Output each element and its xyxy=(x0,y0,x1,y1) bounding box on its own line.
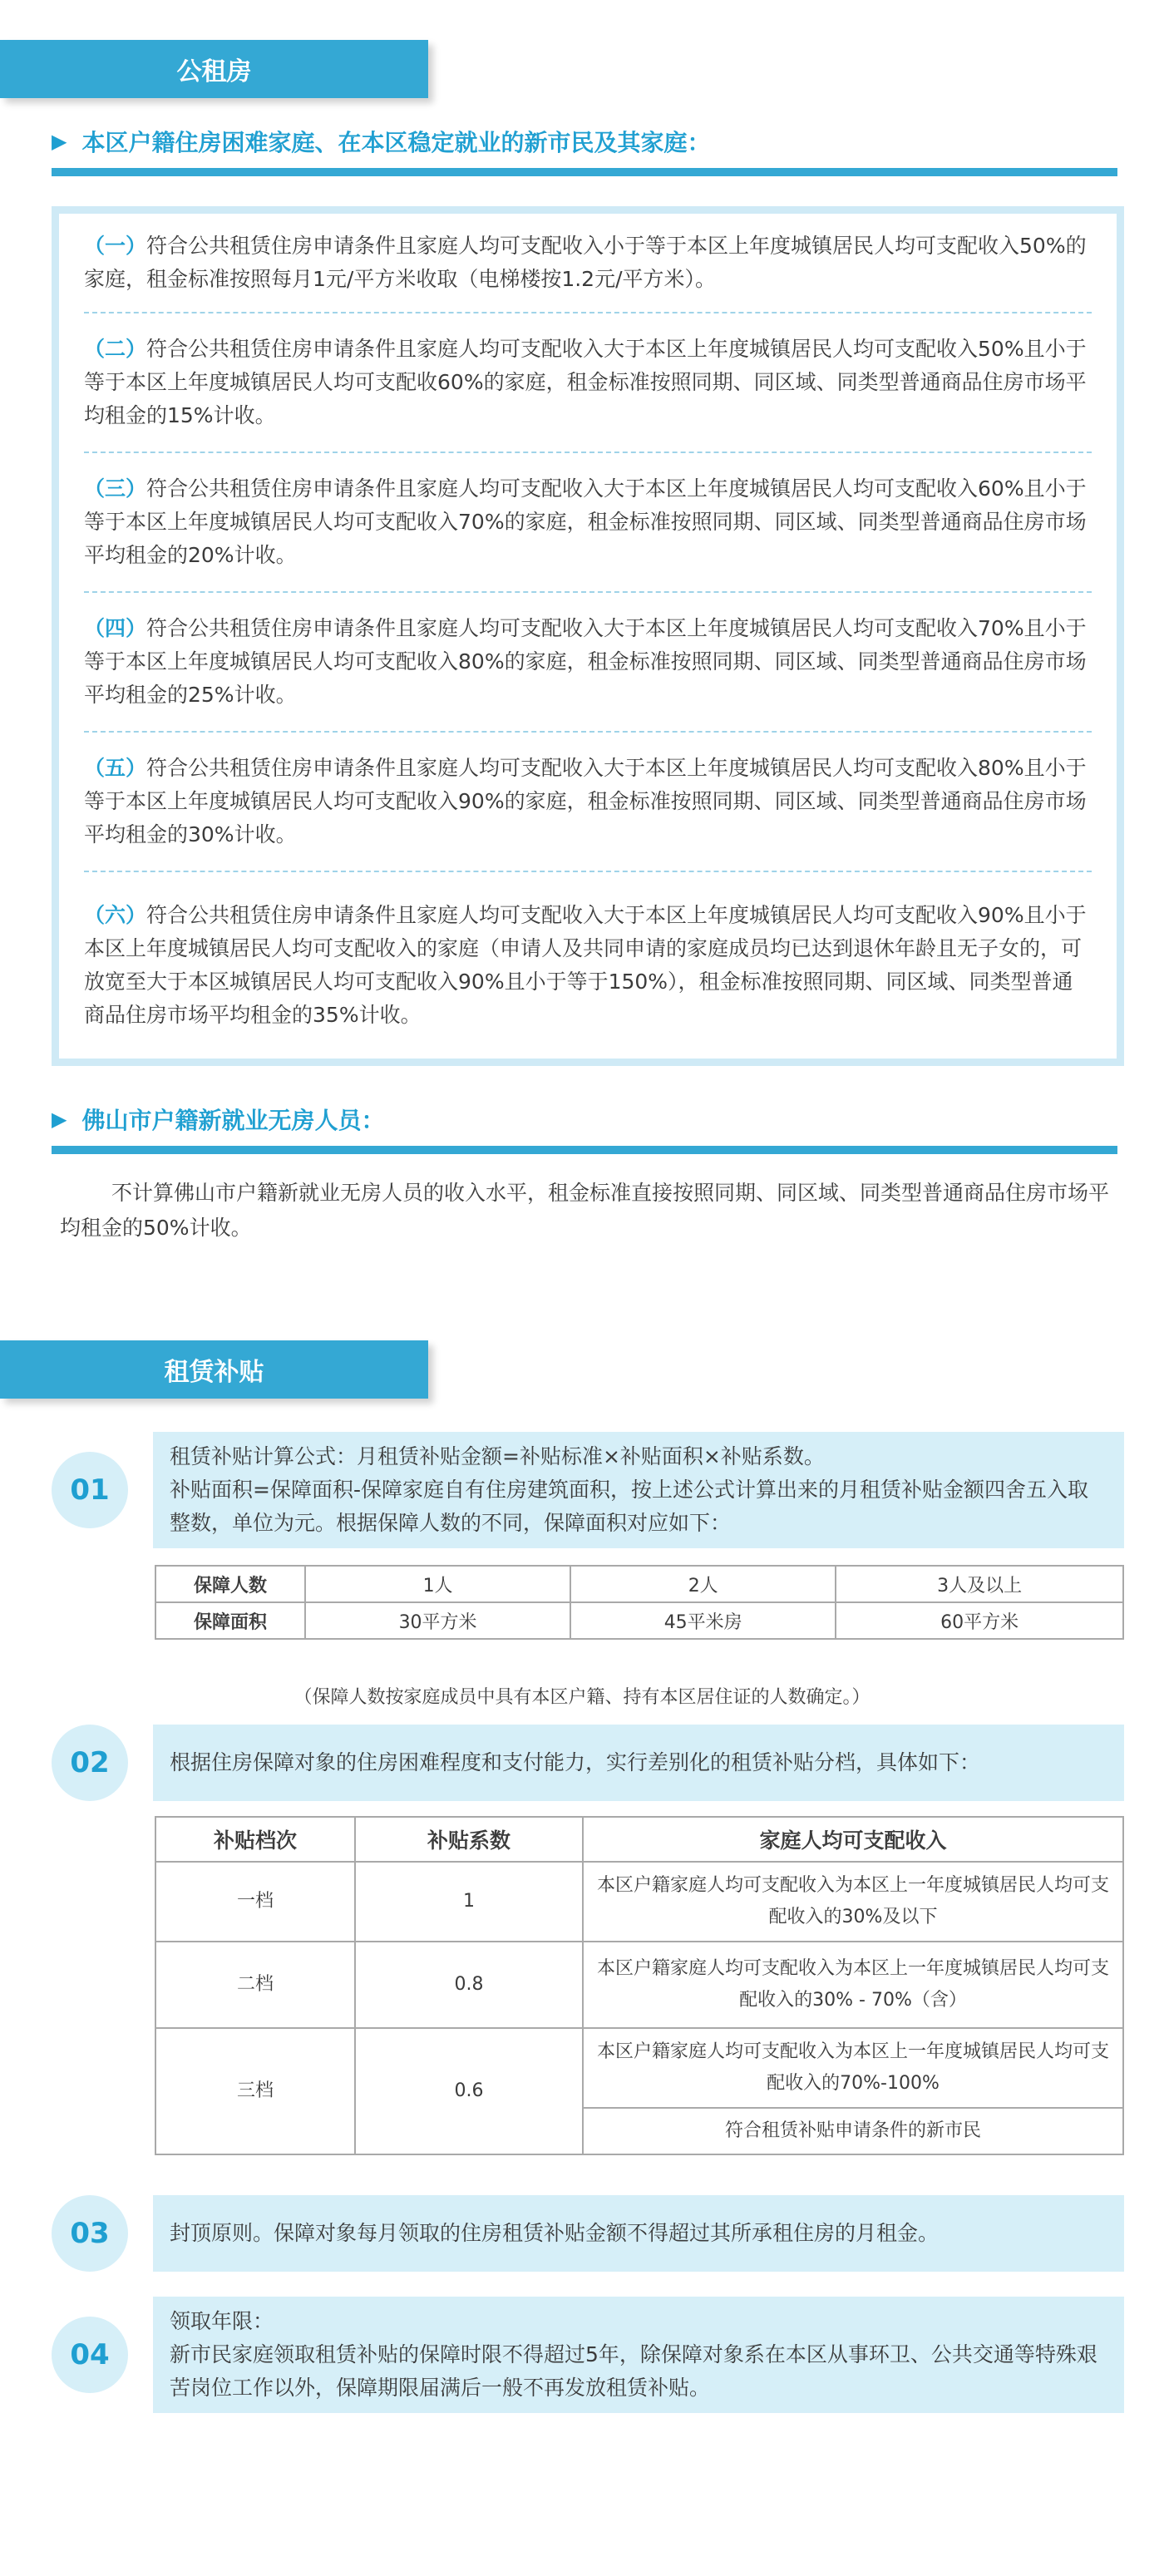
triangle-bullet-icon: ▶ xyxy=(52,130,67,153)
cap-principle-text: 封顶原则。保障对象每月领取的住房租赁补贴金额不得超过其所承租住房的月租金。 xyxy=(170,2221,940,2245)
item-text: 符合公共租赁住房申请条件且家庭人均可支配收入大于本区上年度城镇居民人均可支配收入60%且小于等于本区上年度城镇居民人均可支配收入70%的家庭，租金标准按照同期、同区域、同类型普通商品住房市场平均租金的20%计收。 xyxy=(84,476,1087,567)
list-item xyxy=(84,593,1092,733)
item-text: 符合公共租赁住房申请条件且家庭人均可支配收入大于本区上年度城镇居民人均可支配收入80%且小于等于本区上年度城镇居民人均可支配收入90%的家庭，租金标准按照同期、同区域、同类型普通商品住房市场平均租金的30%计收。 xyxy=(84,756,1087,846)
duration-title: 领取年限： xyxy=(170,2309,274,2333)
table-row xyxy=(155,1862,1123,1942)
item-number: （二） xyxy=(84,337,147,361)
table-cell: 本区户籍家庭人均可支配收入为本区上一年度城镇居民人均可支配收入的30%及以下 xyxy=(583,1862,1123,1942)
cap-principle-panel xyxy=(153,2195,1124,2272)
subheading-foshan-new-employed xyxy=(52,1096,1117,1154)
subheading-local-households xyxy=(52,118,1117,176)
item-number: （一） xyxy=(84,234,147,258)
item-text: 符合公共租赁住房申请条件且家庭人均可支配收入小于等于本区上年度城镇居民人均可支配收入50%的家庭，租金标准按照每月1元/平方米收取（电梯楼按1.2元/平方米）。 xyxy=(84,234,1087,291)
table-row xyxy=(155,1942,1123,2028)
step-number-badge: 03 xyxy=(52,2195,128,2272)
item-number: （五） xyxy=(84,756,147,780)
table-cell: 一档 xyxy=(155,1862,355,1942)
item-number: （四） xyxy=(84,616,147,640)
area-table-note: （保障人数按家庭成员中具有本区户籍、持有本区居住证的人数确定。） xyxy=(293,1687,871,1708)
tier-intro-text: 根据住房保障对象的住房困难程度和支付能力，实行差别化的租赁补贴分档，具体如下： xyxy=(170,1750,981,1774)
tier-intro-panel xyxy=(153,1725,1124,1801)
table-cell: 3人及以上 xyxy=(836,1566,1123,1602)
table-row xyxy=(155,1566,1123,1602)
step-number-badge: 02 xyxy=(52,1725,128,1801)
table-cell: 本区户籍家庭人均可支配收入为本区上一年度城镇居民人均可支配收入的30% - 70%（含） xyxy=(583,1942,1123,2028)
area-text: 补贴面积=保障面积-保障家庭自有住房建筑面积，按上述公式计算出来的月租赁补贴金额四舍五入取整数，单位为元。根据保障人数的不同，保障面积对应如下： xyxy=(170,1478,1088,1535)
subheading-text: 佛山市户籍新就业无房人员： xyxy=(81,1107,385,1134)
table-cell: 1人 xyxy=(305,1566,570,1602)
formula-panel xyxy=(153,1432,1124,1548)
duration-panel xyxy=(153,2297,1124,2413)
step-number-badge: 01 xyxy=(52,1452,128,1528)
step-number-badge: 04 xyxy=(52,2317,128,2393)
table-cell: 三档 xyxy=(155,2028,355,2154)
table-cell: 二档 xyxy=(155,1942,355,2028)
formula-text: 租赁补贴计算公式：月租赁补贴金额=补贴标准×补贴面积×补贴系数。 xyxy=(170,1444,825,1468)
subheading-text: 本区户籍住房困难家庭、在本区稳定就业的新市民及其家庭： xyxy=(81,129,711,156)
table-header-cell: 保障人数 xyxy=(155,1566,305,1602)
table-cell: 30平方米 xyxy=(305,1602,570,1639)
table-cell: 60平方米 xyxy=(836,1602,1123,1639)
table-cell: 1 xyxy=(355,1862,583,1942)
table-header-cell: 保障面积 xyxy=(155,1602,305,1639)
list-item xyxy=(84,733,1092,872)
item-text: 符合公共租赁住房申请条件且家庭人均可支配收入大于本区上年度城镇居民人均可支配收入50%且小于等于本区上年度城镇居民人均可支配收60%的家庭，租金标准按照同期、同区域、同类型普通商品住房市场平均租金的15%计收。 xyxy=(84,337,1087,427)
item-text: 符合公共租赁住房申请条件且家庭人均可支配收入大于本区上年度城镇居民人均可支配收入90%且小于本区上年度城镇居民人均可支配收入的家庭（申请人及共同申请的家庭成员均已达到退休年龄且无子女的，可放宽至大于本区城镇居民人均可支配收入90%且小于等于150%），租金标准按照同期、同区域、同类型普通商品住房市场平均租金的35%计收。 xyxy=(84,903,1087,1027)
table-cell: 0.6 xyxy=(355,2028,583,2154)
item-text: 符合公共租赁住房申请条件且家庭人均可支配收入大于本区上年度城镇居民人均可支配收入70%且小于等于本区上年度城镇居民人均可支配收入80%的家庭，租金标准按照同期、同区域、同类型普通商品住房市场平均租金的25%计收。 xyxy=(84,616,1087,707)
table-row xyxy=(155,2028,1123,2108)
table-cell: 2人 xyxy=(570,1566,836,1602)
duration-text: 新市民家庭领取租赁补贴的保障时限不得超过5年，除保障对象系在本区从事环卫、公共交通等特殊艰苦岗位工作以外，保障期限届满后一般不再发放租赁补贴。 xyxy=(170,2342,1097,2400)
rent-standard-list xyxy=(52,206,1124,1066)
list-item xyxy=(84,872,1092,1059)
subsidy-tier-table xyxy=(155,1816,1124,2155)
table-header-cell: 补贴档次 xyxy=(155,1817,355,1862)
section-tab-public-rental: 公租房 xyxy=(0,40,428,98)
item-number: （六） xyxy=(84,903,147,927)
list-item xyxy=(84,214,1092,313)
table-header-cell: 补贴系数 xyxy=(355,1817,583,1862)
triangle-bullet-icon: ▶ xyxy=(52,1108,67,1131)
area-table xyxy=(155,1565,1124,1640)
table-cell: 符合租赁补贴申请条件的新市民 xyxy=(583,2108,1123,2154)
table-cell: 0.8 xyxy=(355,1942,583,2028)
table-header-row xyxy=(155,1817,1123,1862)
table-header-cell: 家庭人均可支配收入 xyxy=(583,1817,1123,1862)
table-row xyxy=(155,1602,1123,1639)
foshan-rent-paragraph: 不计算佛山市户籍新就业无房人员的收入水平，租金标准直接按照同期、同区域、同类型普通商品住房市场平均租金的50%计收。 xyxy=(60,1181,1110,1240)
list-item xyxy=(84,313,1092,453)
table-cell: 45平米房 xyxy=(570,1602,836,1639)
list-item xyxy=(84,453,1092,593)
section-tab-rental-subsidy: 租赁补贴 xyxy=(0,1340,428,1399)
item-number: （三） xyxy=(84,476,147,501)
table-cell: 本区户籍家庭人均可支配收入为本区上一年度城镇居民人均可支配收入的70%-100% xyxy=(583,2028,1123,2108)
